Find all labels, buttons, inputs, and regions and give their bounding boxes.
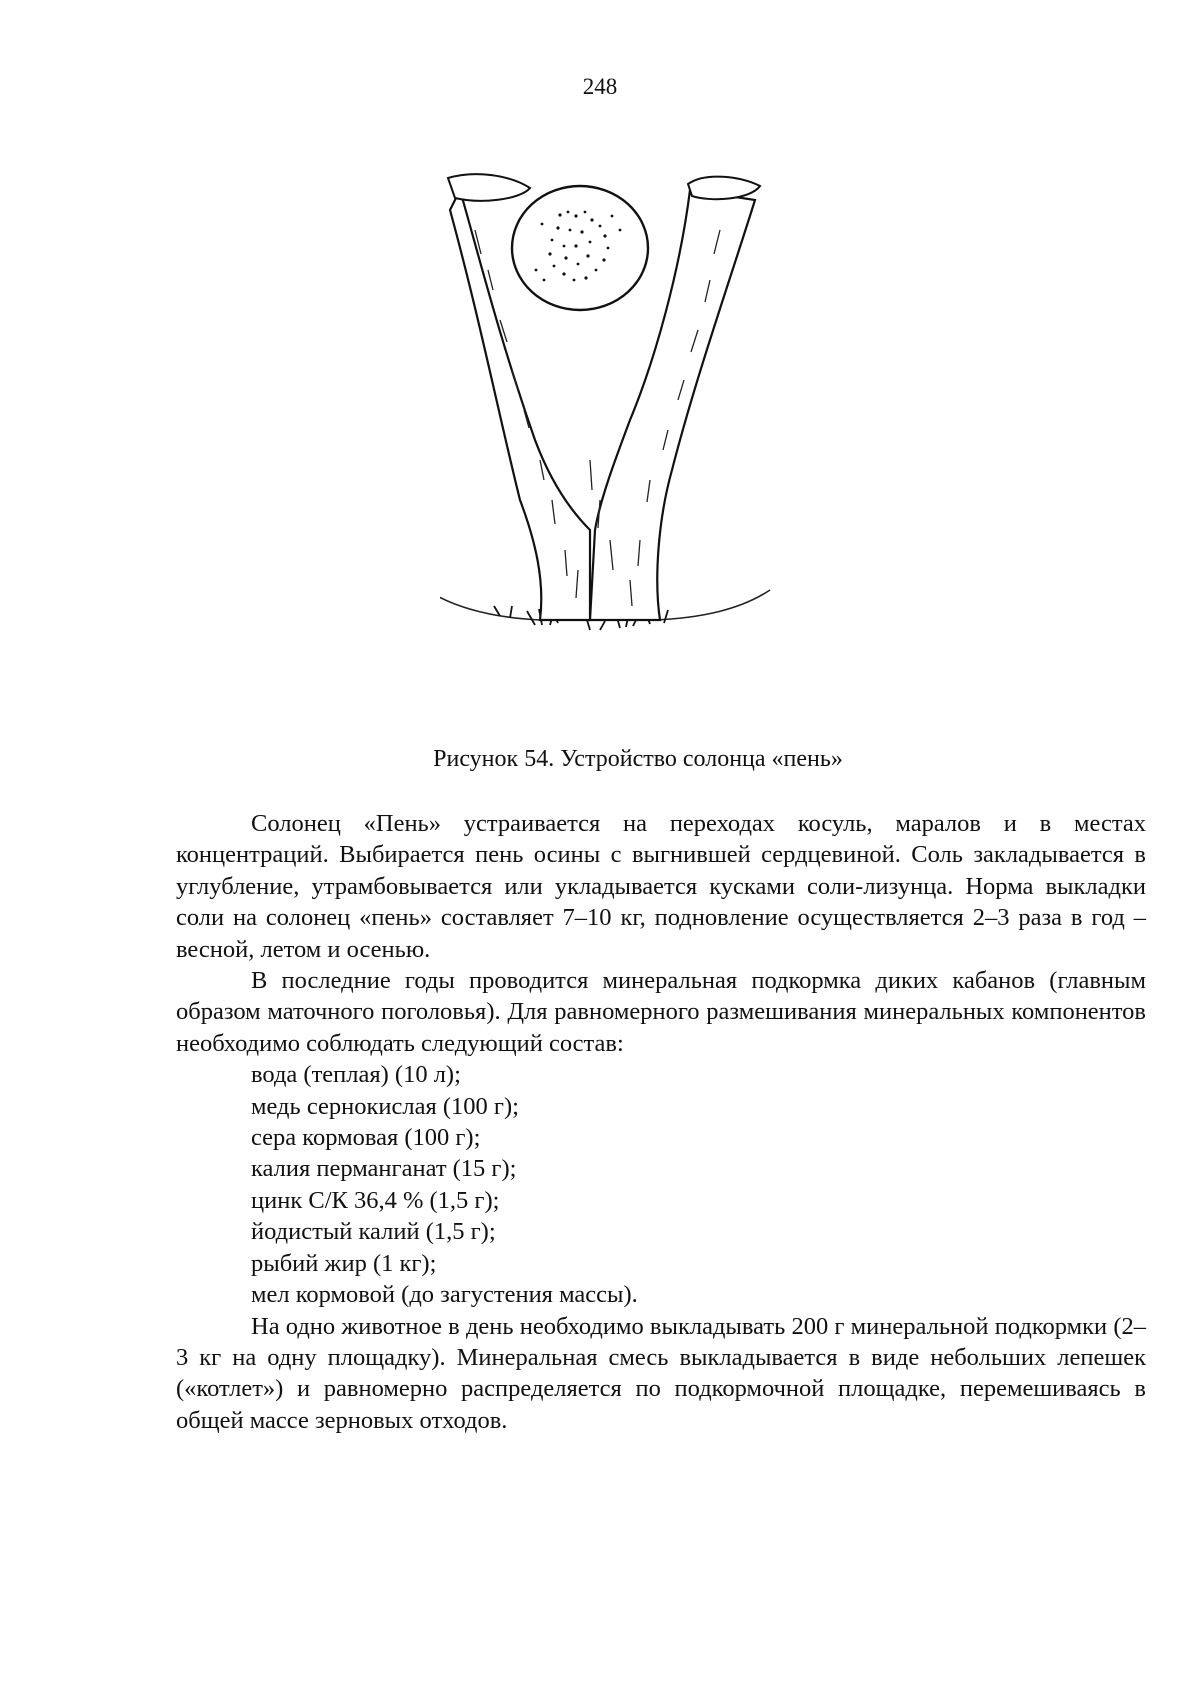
- left-cut-top: [448, 174, 530, 201]
- page-number: 248: [582, 74, 618, 99]
- list-item: вода (теплая) (10 л);: [251, 1061, 461, 1089]
- paragraph-boar-feeding: В последние годы проводится минеральная подкормка диких кабанов (главным образом маточного поголовья). Для равномерного размешивания минеральных компонентов необходимо соблюдать следующий состав:: [176, 967, 1146, 1057]
- right-cut-top: [688, 177, 760, 200]
- paragraph-dosage: На одно животное в день необходимо выкладывать 200 г минеральной подкормки (2–3 кг на одну площадку). Минеральная смесь выкладывается в виде небольших лепешек («котлет») и равномерно распределяется по подкормочной площадке, перемешиваясь в общей массе зерновых отходов.: [176, 1312, 1146, 1434]
- list-item: рыбий жир (1 кг);: [251, 1249, 437, 1277]
- list-item: калия перманганат (15 г);: [251, 1155, 517, 1183]
- list-item: медь сернокислая (100 г);: [251, 1092, 519, 1120]
- figure-caption: Рисунок 54. Устройство солонца «пень»: [433, 746, 843, 772]
- salt-lick-ball: [512, 186, 648, 310]
- list-item: сера кормовая (100 г);: [251, 1124, 481, 1152]
- list-item: мел кормовой (до загустения массы).: [251, 1281, 638, 1309]
- list-item: цинк С/К 36,4 % (1,5 г);: [251, 1186, 500, 1214]
- list-item: йодистый калий (1,5 г);: [251, 1218, 496, 1246]
- body-text: [176, 808, 1146, 1436]
- paragraph-stump-salt-lick: Солонец «Пень» устраивается на переходах косуль, маралов и в местах концентраций. Выбирается пень осины с выгнившей сердцевиной. Соль закладывается в углубление, утрамбовывается или укладывается кусками соли-лизунца. Норма выкладки соли на солонец «пень» составляет 7–10 кг, подновление осуществляется 2–3 раза в год – весной, летом и осенью.: [176, 810, 1146, 963]
- ingredient-list: [176, 1059, 1146, 1310]
- stump-salt-lick-illustration: [440, 120, 840, 740]
